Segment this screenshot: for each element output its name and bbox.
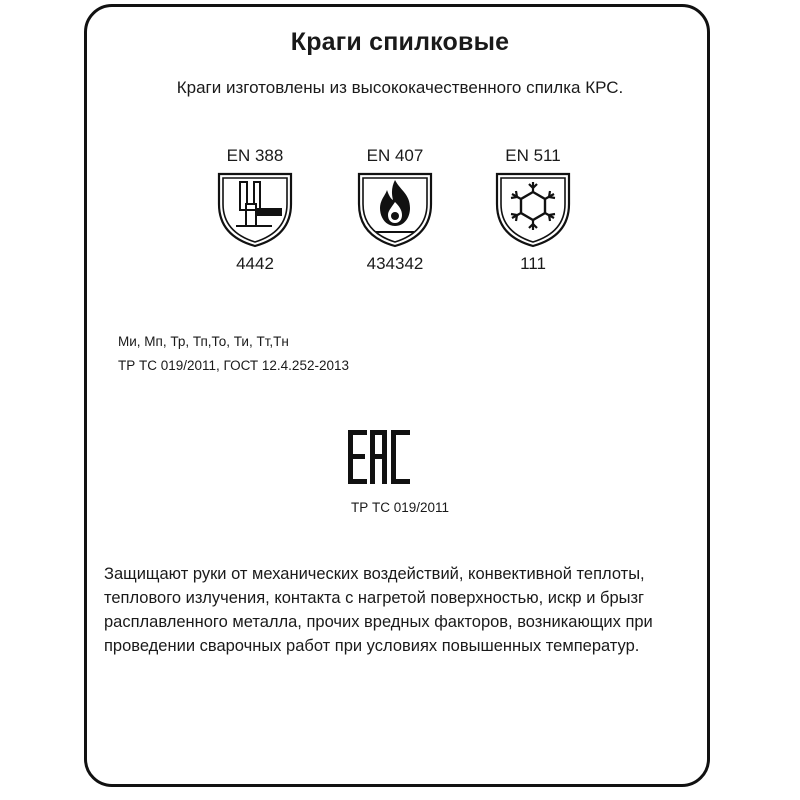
cold-hazard-icon [492, 166, 574, 248]
standard-rating: 111 [520, 254, 546, 273]
fire-hazard-icon [354, 166, 436, 248]
standard-code: EN 407 [366, 146, 424, 165]
standard-code: EN 511 [505, 146, 561, 165]
standard-en407 [335, 146, 455, 274]
standard-en511 [473, 146, 593, 274]
info-card [84, 4, 710, 787]
protection-codes: Ми, Мп, Тр, Тп,То, Ти, Тт,Тн [118, 334, 289, 349]
eac-mark-icon [346, 428, 412, 486]
standard-rating: 434342 [366, 254, 424, 273]
description-text: Защищают руки от механических воздействий, конвективной теплоты, теплового излучения, контакта с нагретой поверхностью, искр и брызг расплавленного металла, прочих вредных факторов, возникающих при проведении сварочных работ при условиях повышенных температур. [104, 565, 653, 655]
eac-caption: ТР ТС 019/2011 [350, 500, 450, 515]
standard-code: EN 388 [226, 146, 284, 165]
mechanical-hazard-icon [214, 166, 296, 248]
page-title: Краги спилковые [290, 28, 510, 56]
intro-text: Краги изготовлены из высококачественного спилка КРС. [176, 78, 624, 97]
standard-en388 [195, 146, 315, 274]
regulations: ТР ТС 019/2011, ГОСТ 12.4.252-2013 [118, 358, 349, 373]
protection-codes-block [118, 330, 349, 378]
standard-rating: 4442 [236, 254, 274, 273]
